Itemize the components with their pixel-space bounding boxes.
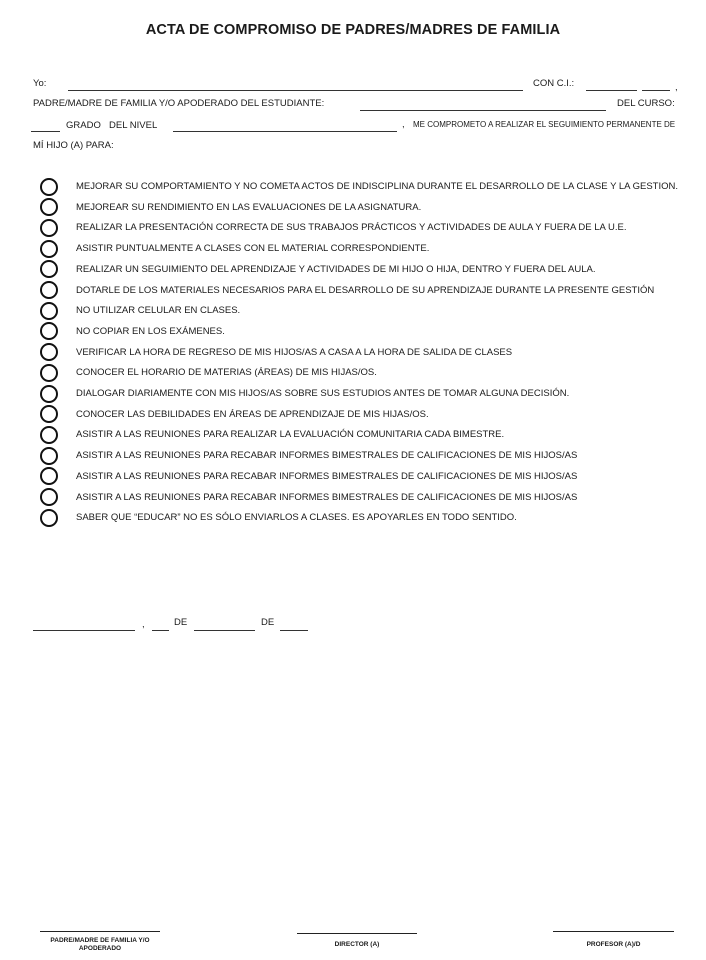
checkbox-circle[interactable] bbox=[40, 281, 58, 299]
checkbox-circle[interactable] bbox=[40, 198, 58, 216]
checklist-item bbox=[40, 404, 700, 425]
checkbox-circle[interactable] bbox=[40, 343, 58, 361]
checkbox-circle[interactable] bbox=[40, 322, 58, 340]
curso-label: DEL CURSO: bbox=[617, 98, 675, 109]
checkbox-circle[interactable] bbox=[40, 302, 58, 320]
checklist-item-label: REALIZAR UN SEGUIMIENTO DEL APRENDIZAJE Y ACTIVIDADES DE MI HIJO O HIJA, DENTRO Y FUERA DEL AULA. bbox=[76, 263, 596, 275]
checklist-item-label: DIALOGAR DIARIAMENTE CON MIS HIJOS/AS SOBRE SUS ESTUDIOS ANTES DE TOMAR ALGUNA DECISIÓN. bbox=[76, 388, 570, 399]
checklist-item-label: ASISTIR A LAS REUNIONES PARA RECABAR INFORMES BIMESTRALES DE CALIFICACIONES DE MIS HIJOS/AS bbox=[76, 450, 578, 462]
checklist-item-label: MEJOREAR SU RENDIMIENTO EN LAS EVALUACIONES DE LA ASIGNATURA. bbox=[76, 201, 422, 213]
director-signature-line[interactable] bbox=[297, 933, 417, 934]
ci-label: CON C.I.: bbox=[533, 78, 575, 89]
checklist-item bbox=[40, 259, 700, 280]
comma: , bbox=[142, 619, 145, 630]
name-field[interactable] bbox=[68, 90, 523, 91]
grado-field[interactable] bbox=[31, 131, 60, 132]
checklist-item bbox=[40, 342, 700, 363]
checklist-item bbox=[40, 321, 700, 342]
checkbox-circle[interactable] bbox=[40, 488, 58, 506]
checklist-item-label: DOTARLE DE LOS MATERIALES NECESARIOS PARA EL DESARROLLO DE SU APRENDIZAJE DURANTE LA PRESENTE GESTIÓN bbox=[76, 284, 655, 296]
checkbox-circle[interactable] bbox=[40, 447, 58, 465]
checklist-item bbox=[40, 507, 700, 528]
checklist-item bbox=[40, 383, 700, 404]
checkbox-circle[interactable] bbox=[40, 219, 58, 237]
de-label: DE bbox=[174, 617, 188, 628]
checkbox-circle[interactable] bbox=[40, 385, 58, 403]
compromiso-label: ME COMPROMETO A REALIZAR EL SEGUIMIENTO PERMANENTE DE bbox=[413, 120, 676, 129]
checklist-item bbox=[40, 466, 700, 487]
checklist-item bbox=[40, 280, 700, 301]
checklist-item-label: MEJORAR SU COMPORTAMIENTO Y NO COMETA ACTOS DE INDISCIPLINA DURANTE EL DESARROLLO DE LA CLASE Y LA GESTION. bbox=[76, 181, 678, 192]
checkbox-circle[interactable] bbox=[40, 405, 58, 423]
checklist-item bbox=[40, 300, 700, 321]
checklist-item bbox=[40, 197, 700, 218]
hijo-label: MÍ HIJO (A) PARA: bbox=[33, 140, 114, 151]
checklist-item bbox=[40, 445, 700, 466]
checkbox-circle[interactable] bbox=[40, 467, 58, 485]
page-title: ACTA DE COMPROMISO DE PADRES/MADRES DE FAMILIA bbox=[145, 22, 561, 38]
yo-label: Yo: bbox=[33, 78, 47, 89]
ci-field[interactable] bbox=[586, 90, 637, 91]
nivel-label: DEL NIVEL bbox=[109, 120, 158, 131]
checklist-item-label: ASISTIR A LAS REUNIONES PARA RECABAR INFORMES BIMESTRALES DE CALIFICACIONES DE MIS HIJOS/AS bbox=[76, 491, 578, 503]
comma: , bbox=[675, 82, 678, 93]
checklist-item-label: ASISTIR A LAS REUNIONES PARA RECABAR INFORMES BIMESTRALES DE CALIFICACIONES DE MIS HIJOS/AS bbox=[76, 470, 578, 482]
comma: , bbox=[402, 119, 405, 130]
checklist-item-label: CONOCER LAS DEBILIDADES EN ÁREAS DE APRENDIZAJE DE MIS HIJAS/OS. bbox=[76, 408, 429, 420]
checkbox-circle[interactable] bbox=[40, 178, 58, 196]
director-signature-label: DIRECTOR (A) bbox=[334, 941, 380, 948]
checkbox-circle[interactable] bbox=[40, 426, 58, 444]
padre-label: PADRE/MADRE DE FAMILIA Y/O APODERADO DEL ESTUDIANTE: bbox=[33, 98, 325, 109]
ci-extension-field[interactable] bbox=[642, 90, 670, 91]
checklist-item-label: SABER QUE “EDUCAR” NO ES SÓLO ENVIARLOS A CLASES. ES APOYARLES EN TODO SENTIDO. bbox=[76, 512, 517, 524]
checklist-item bbox=[40, 238, 700, 259]
grado-label: GRADO bbox=[66, 120, 101, 131]
checklist-item-label: NO UTILIZAR CELULAR EN CLASES. bbox=[76, 305, 241, 317]
student-name-field[interactable] bbox=[360, 110, 606, 111]
checklist-item bbox=[40, 176, 700, 197]
checklist-item-label: VERIFICAR LA HORA DE REGRESO DE MIS HIJOS/AS A CASA A LA HORA DE SALIDA DE CLASES bbox=[76, 346, 513, 358]
year-field[interactable] bbox=[280, 630, 308, 631]
parent-signature-label: PADRE/MADRE DE FAMILIA Y/O APODERADO bbox=[50, 937, 150, 952]
parent-signature-line[interactable] bbox=[40, 931, 160, 932]
checkbox-circle[interactable] bbox=[40, 260, 58, 278]
checklist-item-label: REALIZAR LA PRESENTACIÓN CORRECTA DE SUS TRABAJOS PRÁCTICOS Y ACTIVIDADES DE AULA Y FUERA DE LA U.E. bbox=[76, 222, 627, 234]
de-label: DE bbox=[261, 617, 275, 628]
checklist-item bbox=[40, 362, 700, 383]
place-field[interactable] bbox=[33, 630, 135, 631]
checkbox-circle[interactable] bbox=[40, 364, 58, 382]
nivel-field[interactable] bbox=[173, 131, 397, 132]
checklist-item-label: ASISTIR PUNTUALMENTE A CLASES CON EL MATERIAL CORRESPONDIENTE. bbox=[76, 243, 430, 255]
checklist-item bbox=[40, 424, 700, 445]
checklist-item bbox=[40, 487, 700, 508]
checklist-item-label: NO COPIAR EN LOS EXÁMENES. bbox=[76, 325, 225, 337]
day-field[interactable] bbox=[152, 630, 169, 631]
checklist-item-label: CONOCER EL HORARIO DE MATERIAS (ÁREAS) DE MIS HIJAS/OS. bbox=[76, 367, 377, 379]
month-field[interactable] bbox=[194, 630, 255, 631]
teacher-signature-label: PROFESOR (A)/D bbox=[586, 941, 641, 948]
checklist-item bbox=[40, 217, 700, 238]
checkbox-circle[interactable] bbox=[40, 240, 58, 258]
checklist-item-label: ASISTIR A LAS REUNIONES PARA REALIZAR LA EVALUACIÓN COMUNITARIA CADA BIMESTRE. bbox=[76, 429, 505, 441]
checkbox-circle[interactable] bbox=[40, 509, 58, 527]
teacher-signature-line[interactable] bbox=[553, 931, 674, 932]
